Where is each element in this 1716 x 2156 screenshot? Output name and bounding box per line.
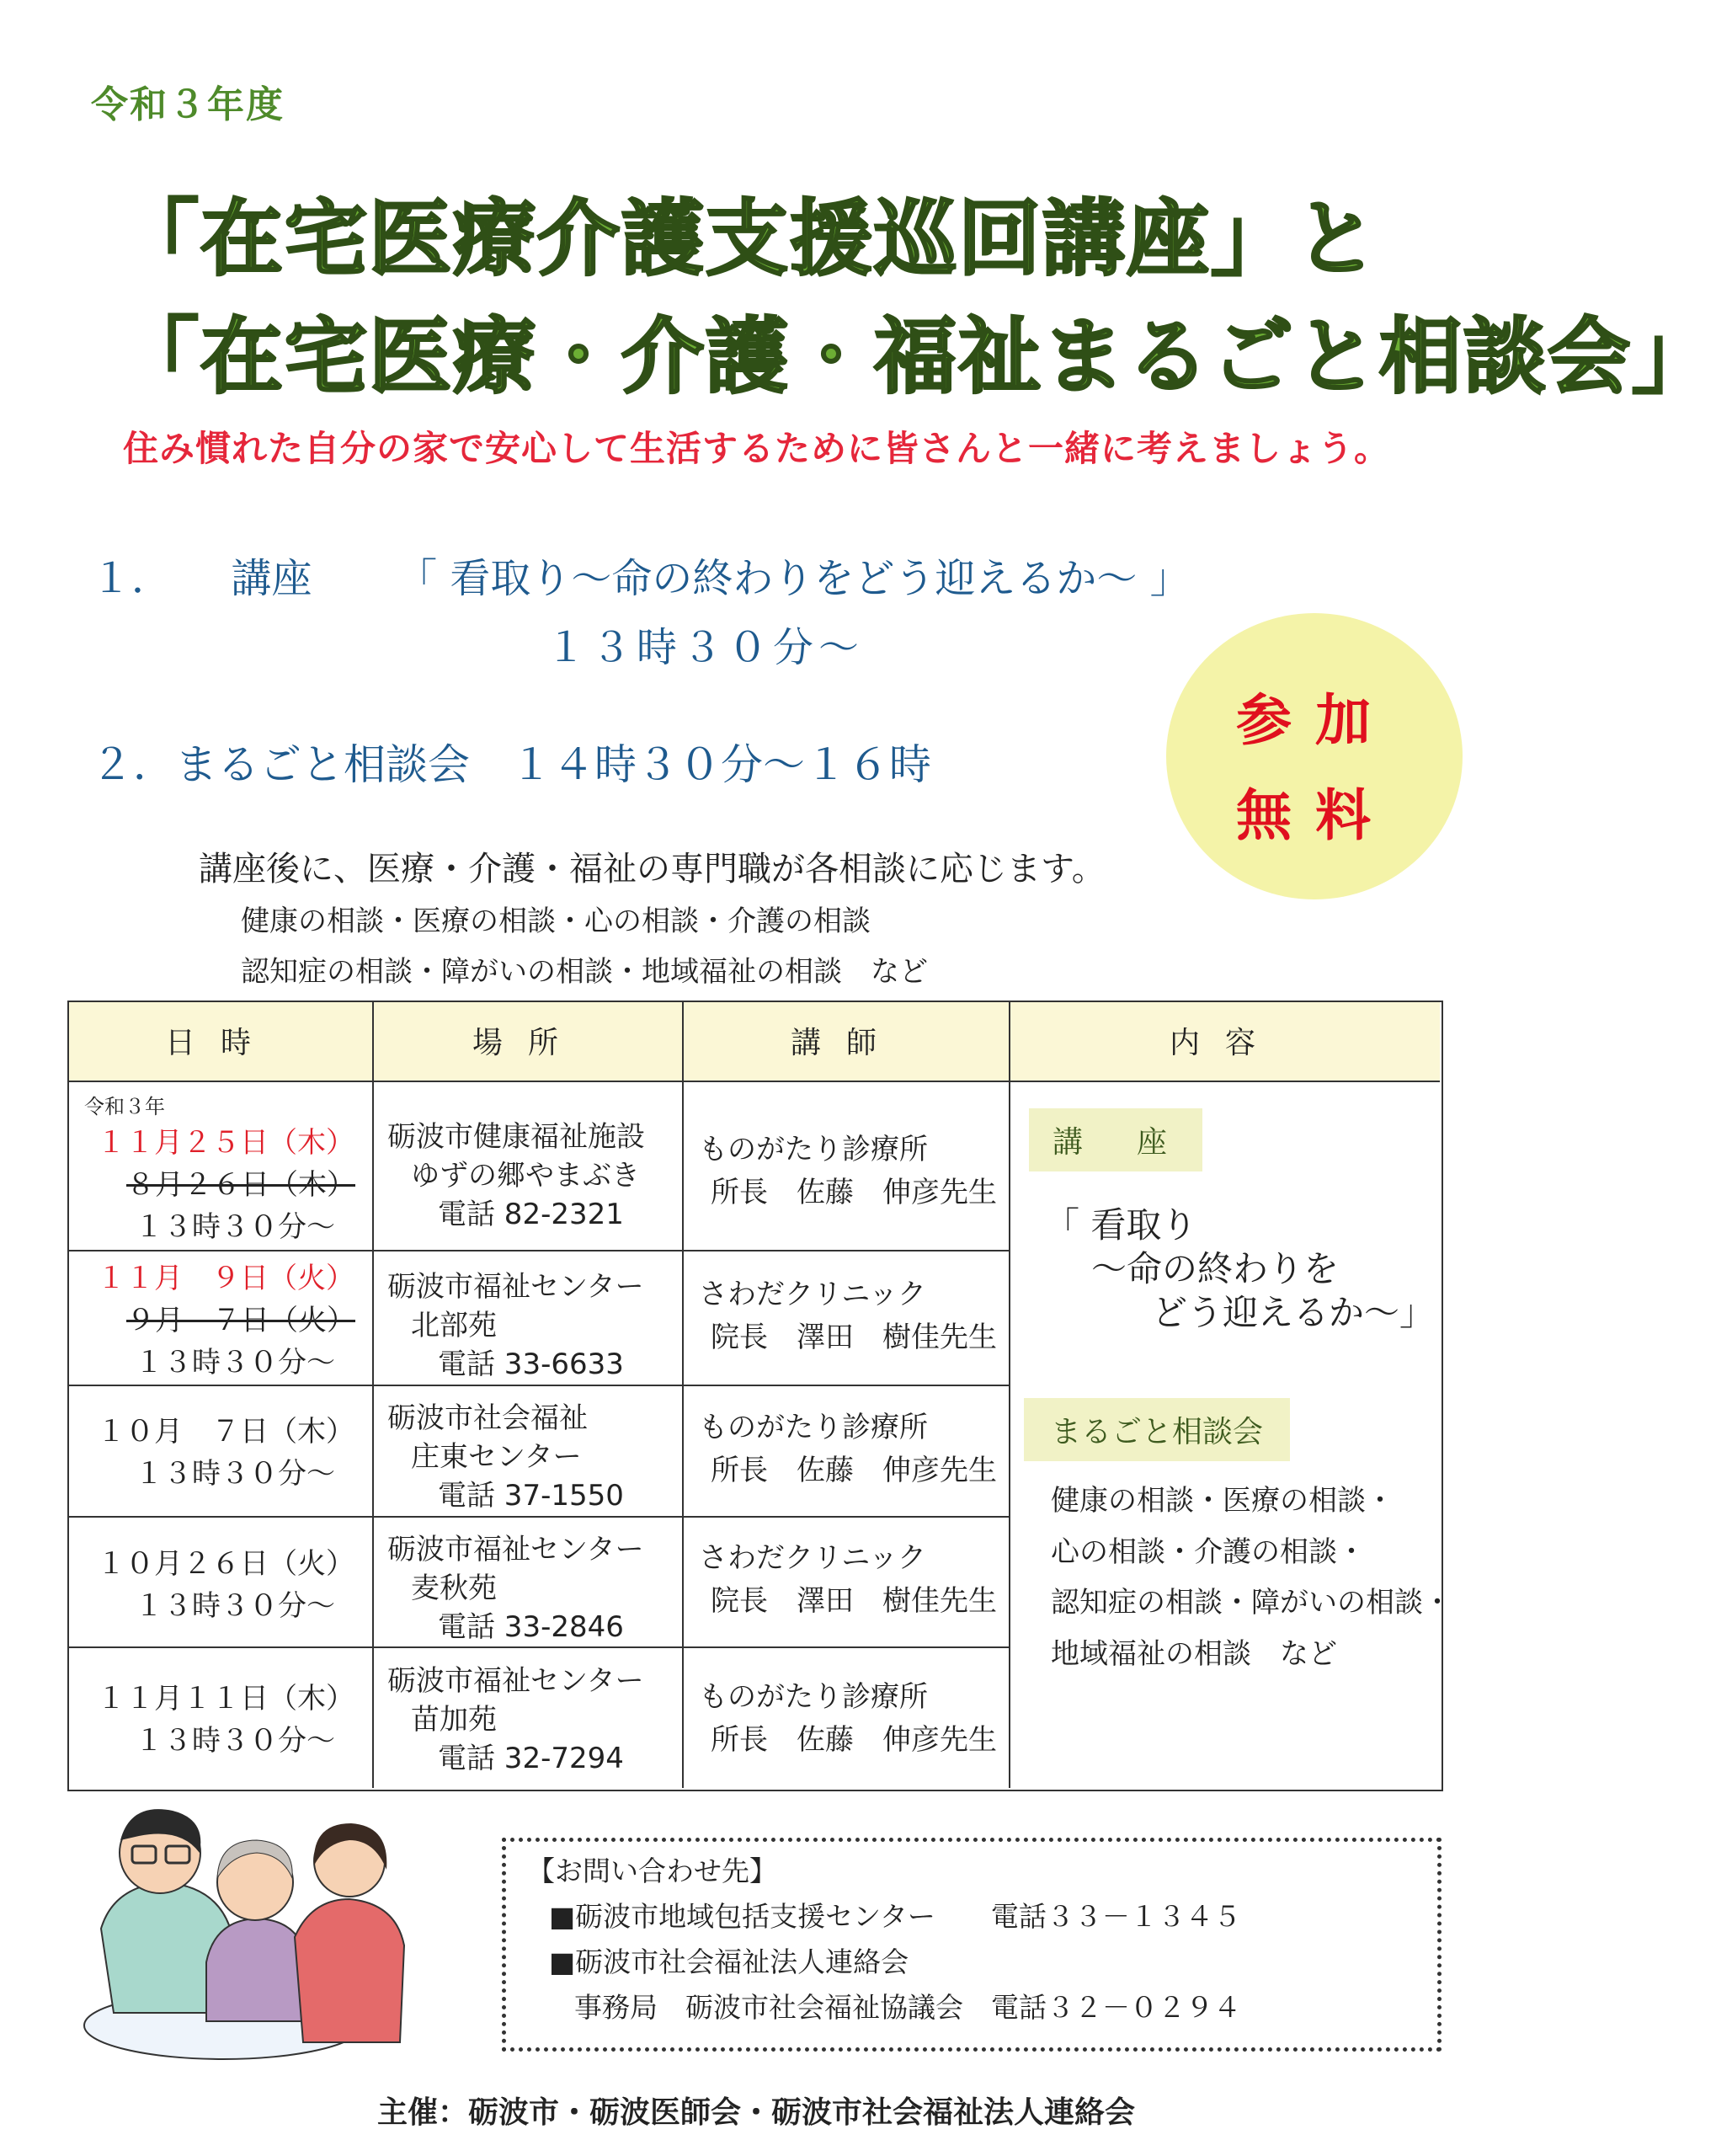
place-line: 砺波市福祉センター	[387, 1664, 644, 1698]
program-item-1	[91, 546, 1191, 604]
row1-date-new: １１月２５日（木）	[97, 1126, 354, 1160]
row2-date-old: ９月 ７日（火）	[126, 1304, 355, 1337]
content-tag-consultation: まるごと相談会	[1024, 1398, 1290, 1461]
fiscal-year: 令和３年度	[91, 83, 285, 126]
topics-line1: 健康の相談・医療の相談・心の相談・介護の相談	[241, 905, 871, 938]
row3-place	[387, 1400, 624, 1516]
row5-date: １１月１１日（木）	[97, 1682, 354, 1716]
content-lecture-line3: どう迎えるか～」	[1152, 1292, 1436, 1333]
content-topic-line: 地域福祉の相談 など	[1051, 1636, 1337, 1671]
row5-lecturer	[699, 1676, 997, 1762]
elder-body-shape	[206, 1919, 307, 2021]
phone: 電話 82-2321	[438, 1197, 624, 1231]
row5-time: １３時３０分～	[135, 1724, 335, 1758]
phone: 電話 33-2846	[438, 1609, 624, 1644]
content-topic-line: 健康の相談・医療の相談・	[1051, 1484, 1394, 1518]
place-line: 砺波市健康福祉施設	[387, 1120, 645, 1154]
header-lecturer: 講師	[790, 1026, 902, 1060]
clinic-name: ものがたり診療所	[699, 1680, 928, 1714]
place-line: 麦秋苑	[411, 1571, 497, 1605]
item1-time: １３時３０分～	[546, 624, 865, 671]
table-row-divider	[67, 1250, 1009, 1251]
clinic-name: さわだクリニック	[699, 1541, 926, 1575]
content-tag-lecture: 講 座	[1029, 1108, 1202, 1171]
era-label: 令和３年	[84, 1095, 165, 1118]
free-badge	[1166, 613, 1463, 899]
place-line: 砺波市福祉センター	[387, 1270, 644, 1304]
caregivers-illustration	[80, 1794, 425, 2059]
row4-place	[387, 1531, 644, 1647]
lecturer-name: 院長 澤田 樹佳先生	[711, 1321, 997, 1354]
row2-lecturer	[699, 1273, 997, 1359]
item1-label: 講座	[231, 555, 312, 602]
table-divider	[682, 1001, 684, 1788]
content-topics	[1051, 1476, 1452, 1679]
table-divider	[1009, 1001, 1010, 1788]
subtitle: 住み慣れた自分の家で安心して生活するために皆さんと一緒に考えましょう。	[123, 428, 1391, 469]
row2-place	[387, 1268, 644, 1385]
row3-lecturer	[699, 1406, 997, 1492]
lecturer-name: 所長 佐藤 伸彦先生	[711, 1176, 997, 1209]
header-place: 場所	[472, 1026, 584, 1060]
place-line: 苗加苑	[411, 1702, 497, 1737]
row3-time: １３時３０分～	[135, 1457, 335, 1491]
place-line: 砺波市社会福祉	[387, 1401, 588, 1435]
lecturer-name: 所長 佐藤 伸彦先生	[711, 1723, 997, 1757]
row3-date: １０月 ７日（木）	[97, 1415, 354, 1449]
woman-body-shape	[295, 1899, 404, 2042]
place-line: 北部苑	[411, 1308, 497, 1342]
item2-time: １４時３０分～１６時	[510, 740, 931, 789]
place-line: 庄東センター	[411, 1439, 582, 1474]
content-topic-line: 心の相談・介護の相談・	[1051, 1534, 1366, 1569]
row1-time: １３時３０分～	[135, 1210, 335, 1244]
phone: 電話 32-7294	[438, 1741, 624, 1775]
table-divider	[372, 1001, 374, 1788]
item2-number: ２．	[91, 740, 175, 789]
content-lecture-line1: 「 看取り	[1044, 1204, 1197, 1246]
contact-line2: ■砺波市社会福祉法人連絡会	[549, 1945, 909, 1978]
content-lecture-line2: ～命の終わりを	[1091, 1248, 1340, 1289]
row4-time: １３時３０分～	[135, 1589, 335, 1623]
row5-place	[387, 1662, 644, 1779]
sponsor-line: 主催：砺波市・砺波医師会・砺波市社会福祉法人連絡会	[377, 2095, 1136, 2130]
place-line: ゆずの郷やまぶき	[411, 1158, 640, 1193]
header-content: 内容	[1169, 1026, 1281, 1060]
row1-date-old: ８月２６日（木）	[126, 1168, 355, 1202]
item2-label: まるごと相談会	[175, 740, 470, 789]
content-topic-line: 認知症の相談・障がいの相談・	[1051, 1586, 1452, 1620]
row2-date-new: １１月 ９日（火）	[97, 1262, 354, 1295]
free-badge-line1: 参加	[1236, 688, 1394, 753]
place-line: 砺波市福祉センター	[387, 1533, 644, 1566]
header-datetime: 日時	[164, 1026, 276, 1060]
program-item-2	[91, 731, 931, 792]
item1-title: 「 看取り～命の終わりをどう迎えるか～ 」	[397, 555, 1191, 602]
clinic-name: ものがたり診療所	[699, 1133, 928, 1166]
contact-line3: 事務局 砺波市社会福祉協議会 電話３２－０２９４	[574, 1991, 1241, 2024]
contact-heading: 【お問い合わせ先】	[527, 1854, 777, 1887]
row2-time: １３時３０分～	[135, 1346, 335, 1380]
lecturer-name: 院長 澤田 樹佳先生	[711, 1584, 997, 1618]
phone: 電話 33-6633	[438, 1347, 624, 1381]
row4-lecturer	[699, 1537, 997, 1623]
free-badge-line2: 無料	[1236, 783, 1394, 848]
table-row-divider	[67, 1385, 1009, 1386]
table-row-divider	[67, 1516, 1009, 1518]
row1-place	[387, 1118, 645, 1235]
clinic-name: ものがたり診療所	[699, 1411, 928, 1444]
item1-number: １．	[91, 555, 173, 602]
row1-lecturer	[699, 1129, 997, 1214]
topics-line2: 認知症の相談・障がいの相談・地域福祉の相談 など	[241, 955, 928, 989]
phone: 電話 37-1550	[438, 1478, 624, 1513]
row4-date: １０月２６日（火）	[97, 1547, 354, 1581]
lecturer-name: 所長 佐藤 伸彦先生	[711, 1454, 997, 1487]
main-title-line2: 「在宅医療・介護・福祉まるごと相談会」	[116, 309, 1716, 405]
intro-text: 講座後に、医療・介護・福祉の専門職が各相談に応じます。	[199, 850, 1106, 889]
main-title-line1: 「在宅医療介護支援巡回講座」と	[116, 191, 1380, 287]
clinic-name: さわだクリニック	[699, 1278, 926, 1311]
contact-line1: ■砺波市地域包括支援センター 電話３３－１３４５	[549, 1900, 1241, 1933]
